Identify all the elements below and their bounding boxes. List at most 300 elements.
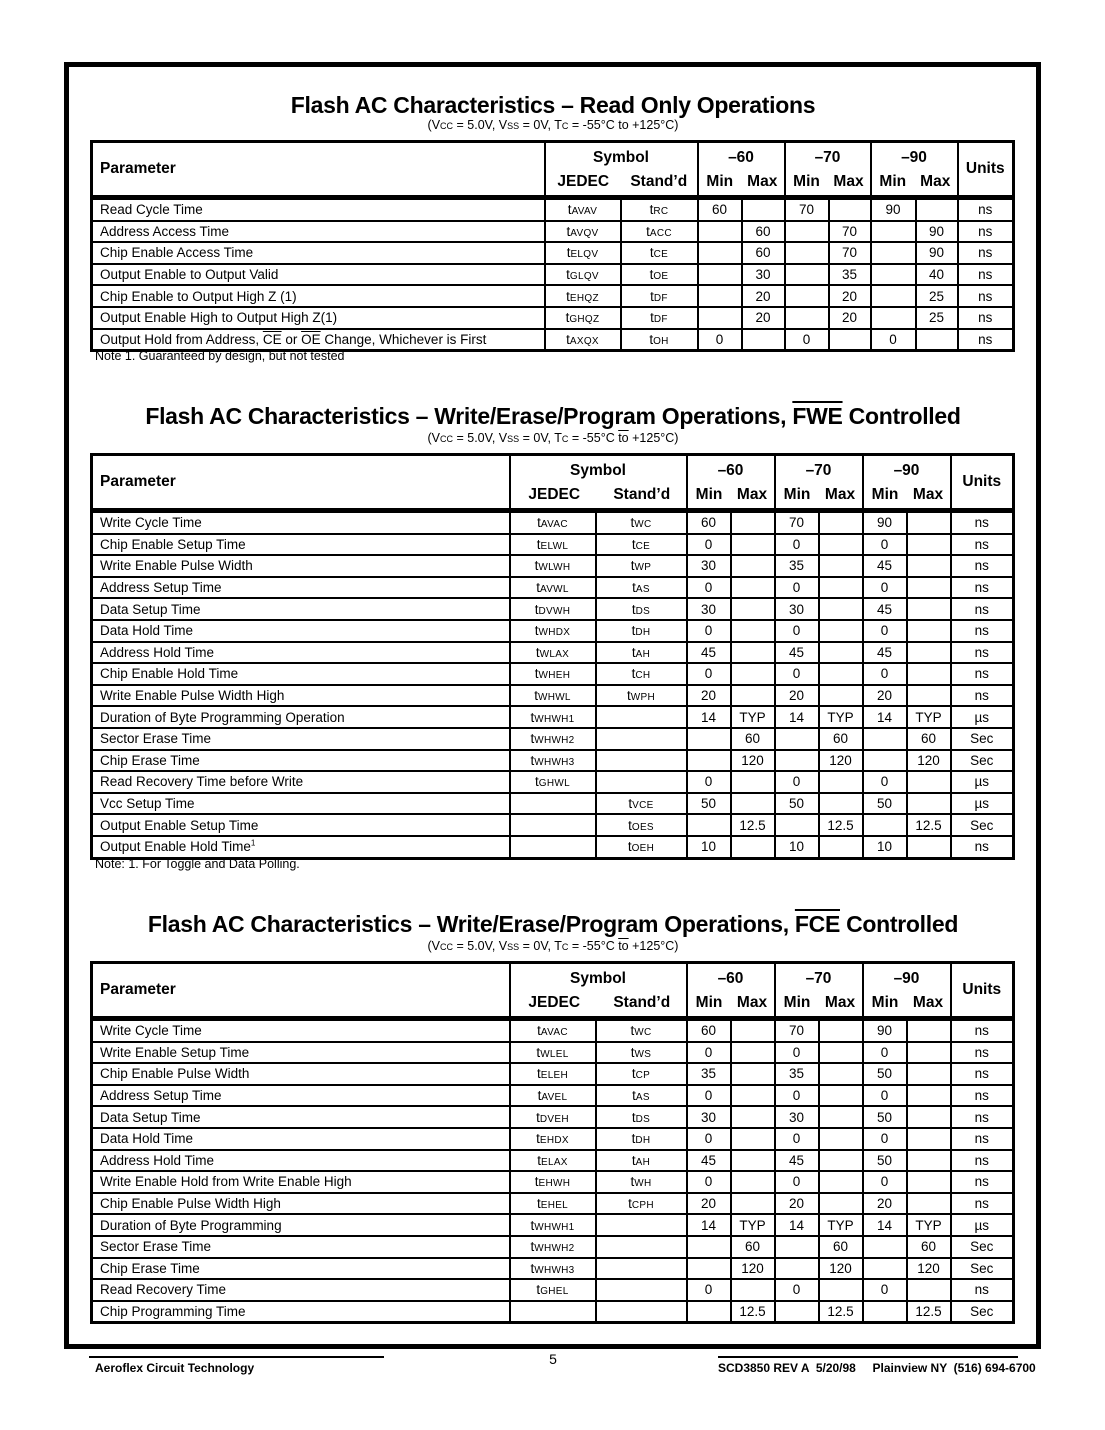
table-row [92,1193,1014,1215]
value-cell [819,685,863,707]
value-cell: 30 [687,598,731,620]
table-row [92,285,1014,307]
value-cell: 30 [775,598,819,620]
col-header-min: Min [793,172,820,190]
col-header-parameter: Parameter [92,455,510,511]
header-row [92,142,1014,198]
col-header-standd: Stand’d [630,172,688,190]
col-header-jedec: JEDEC [557,172,610,190]
value-cell [819,1106,863,1128]
value-cell: 60 [907,1236,951,1258]
value-cell: 0 [775,1128,819,1150]
value-cell [863,1258,907,1280]
value-cell: TYP [819,1214,863,1236]
col-header-symbol: Symbol JEDEC Stand’d [545,142,698,198]
jedec-symbol-cell: tDVEH [510,1106,596,1128]
table-row [92,836,1014,858]
value-cell: 30 [687,555,731,577]
units-cell: µs [951,771,1014,793]
value-cell [907,1042,951,1064]
value-cell [916,329,958,351]
standd-symbol-cell: tCE [596,534,687,556]
value-cell: 0 [687,1042,731,1064]
jedec-symbol-cell: tDVWH [510,598,596,620]
standd-symbol-cell: tCH [596,663,687,685]
col-header-symbol: Symbol JEDEC Stand’d [510,455,687,511]
units-cell: ns [951,620,1014,642]
jedec-symbol-cell: tAVAC [510,1019,596,1042]
table-row [92,1019,1014,1042]
value-cell: 14 [863,1214,907,1236]
value-cell [819,620,863,642]
value-cell [871,285,916,307]
units-cell: ns [958,242,1014,264]
units-cell: ns [951,534,1014,556]
value-cell [731,1171,775,1193]
value-cell: 45 [687,642,731,664]
value-cell [819,511,863,534]
parameter-cell: Output Enable to Output Valid [92,264,545,286]
value-cell: 0 [863,1171,907,1193]
jedec-symbol-cell: tAVWL [510,577,596,599]
standd-symbol-cell: tOE [621,264,698,286]
parameter-cell: Write Enable Pulse Width High [92,685,510,707]
standd-symbol-cell: tAS [596,1085,687,1107]
value-cell: 0 [687,663,731,685]
value-cell [819,1128,863,1150]
value-cell: 0 [687,620,731,642]
value-cell [907,836,951,858]
col-header-max: Max [912,485,944,503]
value-cell [907,534,951,556]
jedec-symbol-cell: tWHWH3 [510,750,596,772]
units-cell: ns [951,836,1014,858]
standd-symbol-cell: tOH [621,329,698,351]
value-cell: 0 [687,771,731,793]
value-cell [907,685,951,707]
value-cell [698,264,742,286]
col-header-min: Min [783,993,811,1011]
value-cell: 0 [871,329,916,351]
value-cell: 70 [775,1019,819,1042]
jedec-symbol-cell: tGHQZ [545,307,621,329]
table-row [92,1085,1014,1107]
jedec-symbol-cell: tEHQZ [545,285,621,307]
value-cell: 0 [863,771,907,793]
value-cell [871,221,916,243]
table-row [92,264,1014,286]
jedec-symbol-cell: tGLQV [545,264,621,286]
jedec-symbol-cell: tEHWH [510,1171,596,1193]
col-header-max: Max [833,172,864,190]
value-cell: 0 [863,1279,907,1301]
jedec-symbol-cell [510,1301,596,1323]
parameter-cell: Duration of Byte Programming [92,1214,510,1236]
value-cell [819,836,863,858]
table-row [92,814,1014,836]
table-row [92,577,1014,599]
value-cell: 35 [687,1063,731,1085]
table-row [92,685,1014,707]
parameter-cell: Output Enable High to Output High Z(1) [92,307,545,329]
standd-symbol-cell: tAH [596,1150,687,1172]
parameter-cell: Data Hold Time [92,1128,510,1150]
standd-symbol-cell: tCP [596,1063,687,1085]
standd-symbol-cell [596,771,687,793]
units-cell: ns [951,1171,1014,1193]
standd-symbol-cell: tOES [596,814,687,836]
col-header-max: Max [920,172,951,190]
standd-symbol-cell [596,706,687,728]
value-cell [907,1193,951,1215]
value-cell [731,598,775,620]
value-cell: 50 [687,793,731,815]
jedec-symbol-cell: tAVAV [545,198,621,221]
value-cell [775,1236,819,1258]
standd-symbol-cell [596,728,687,750]
col-header-speed-grade: –60 Min Max [698,142,785,198]
value-cell [731,1128,775,1150]
value-cell: 0 [775,771,819,793]
value-cell [819,1150,863,1172]
value-cell [731,1193,775,1215]
value-cell: 0 [785,329,829,351]
value-cell: 60 [731,728,775,750]
value-cell: 60 [907,728,951,750]
value-cell: 0 [863,663,907,685]
value-cell: 0 [863,534,907,556]
note-read-only: Note 1. Guaranteed by design, but not tested [95,349,345,363]
value-cell [819,793,863,815]
value-cell [785,307,829,329]
header-row [92,455,1014,511]
value-cell [819,1042,863,1064]
value-cell: 0 [775,1042,819,1064]
parameter-cell: Chip Enable Pulse Width High [92,1193,510,1215]
table-row [92,221,1014,243]
value-cell: 0 [775,1171,819,1193]
parameter-cell: Read Recovery Time before Write [92,771,510,793]
col-header-min: Min [871,993,899,1011]
value-cell: 10 [775,836,819,858]
jedec-symbol-cell: tGHWL [510,771,596,793]
standd-symbol-cell: tWC [596,511,687,534]
units-cell: ns [958,329,1014,351]
value-cell: TYP [907,1214,951,1236]
value-cell [731,685,775,707]
value-cell: 30 [742,264,785,286]
col-header-max: Max [736,485,768,503]
parameter-cell: Chip Erase Time [92,1258,510,1280]
value-cell [907,1019,951,1042]
units-cell: ns [951,1128,1014,1150]
value-cell [907,663,951,685]
value-cell: 0 [863,620,907,642]
value-cell [863,728,907,750]
ac-table-read-only [90,140,1015,352]
jedec-symbol-cell: tELWL [510,534,596,556]
value-cell: 25 [916,307,958,329]
value-cell [819,598,863,620]
value-cell [731,511,775,534]
value-cell [687,1301,731,1323]
value-cell [863,1236,907,1258]
value-cell: 90 [863,511,907,534]
value-cell [907,1106,951,1128]
value-cell [785,264,829,286]
parameter-cell: Data Setup Time [92,1106,510,1128]
table-row [92,329,1014,351]
standd-symbol-cell: tOEH [596,836,687,858]
jedec-symbol-cell: tWHEH [510,663,596,685]
value-cell: 0 [687,534,731,556]
jedec-symbol-cell: tWHWH2 [510,728,596,750]
note-fwe: Note: 1. For Toggle and Data Polling. [95,857,300,871]
value-cell: 14 [775,706,819,728]
value-cell: 0 [775,534,819,556]
jedec-symbol-cell: tAXQX [545,329,621,351]
value-cell [731,620,775,642]
value-cell [863,750,907,772]
value-cell: 20 [687,685,731,707]
parameter-cell: Chip Erase Time [92,750,510,772]
table-row [92,1214,1014,1236]
value-cell: 20 [863,685,907,707]
value-cell: 40 [916,264,958,286]
parameter-cell: Chip Enable Setup Time [92,534,510,556]
col-header-min: Min [871,485,899,503]
value-cell: 60 [731,1236,775,1258]
jedec-symbol-cell [510,836,596,858]
parameter-cell: Chip Programming Time [92,1301,510,1323]
col-header-max: Max [912,993,944,1011]
parameter-cell: Address Hold Time [92,1150,510,1172]
value-cell [687,750,731,772]
standd-symbol-cell: tWP [596,555,687,577]
table-row [92,1236,1014,1258]
value-cell [698,285,742,307]
parameter-cell: Address Hold Time [92,642,510,664]
value-cell [742,329,785,351]
units-cell: ns [951,642,1014,664]
value-cell [829,198,871,221]
value-cell [698,221,742,243]
units-cell: ns [951,685,1014,707]
col-header-min: Min [695,485,723,503]
table-row [92,706,1014,728]
value-cell: TYP [907,706,951,728]
col-header-units: Units [951,963,1014,1019]
standd-symbol-cell [596,750,687,772]
parameter-cell: Address Setup Time [92,577,510,599]
table-row [92,793,1014,815]
value-cell [731,642,775,664]
value-cell [819,1279,863,1301]
value-cell [731,1150,775,1172]
units-cell: Sec [951,1236,1014,1258]
table-row [92,242,1014,264]
value-cell [907,771,951,793]
standd-symbol-cell: tDH [596,1128,687,1150]
units-cell: µs [951,706,1014,728]
value-cell [731,555,775,577]
parameter-cell: Vcc Setup Time [92,793,510,815]
section-title-read-only: Flash AC Characteristics – Read Only Operations [290,92,816,118]
col-header-speed-grade: –60 Min Max [687,963,775,1019]
standd-symbol-cell [596,1214,687,1236]
units-cell: ns [951,555,1014,577]
value-cell: 0 [687,577,731,599]
table-row [92,1106,1014,1128]
jedec-symbol-cell: tWLWH [510,555,596,577]
units-cell: ns [958,285,1014,307]
parameter-cell: Write Cycle Time [92,511,510,534]
standd-symbol-cell: tDF [621,285,698,307]
table-row [92,620,1014,642]
units-cell: Sec [951,750,1014,772]
value-cell [698,307,742,329]
standd-symbol-cell: tDF [621,307,698,329]
value-cell [687,814,731,836]
value-cell [731,1106,775,1128]
table-row [92,1150,1014,1172]
value-cell: 45 [687,1150,731,1172]
value-cell [907,1279,951,1301]
standd-symbol-cell: tCPH [596,1193,687,1215]
standd-symbol-cell: tAS [596,577,687,599]
value-cell [775,814,819,836]
units-cell: µs [951,1214,1014,1236]
value-cell: 45 [863,598,907,620]
value-cell [907,577,951,599]
value-cell [785,221,829,243]
value-cell [731,1019,775,1042]
table-row [92,555,1014,577]
jedec-symbol-cell [510,793,596,815]
value-cell [775,1258,819,1280]
value-cell [907,642,951,664]
value-cell: 35 [829,264,871,286]
units-cell: ns [951,1150,1014,1172]
value-cell: 0 [775,663,819,685]
value-cell: 60 [819,1236,863,1258]
table-row [92,771,1014,793]
section-subtitle-read-only: (VCC = 5.0V, VSS = 0V, TC = -55°C to +125°C) [427,118,679,132]
parameter-cell: Output Enable Hold Time$^1$ [92,836,510,858]
value-cell: 10 [863,836,907,858]
parameter-cell: Chip Enable Pulse Width [92,1063,510,1085]
units-cell: ns [951,1193,1014,1215]
value-cell: TYP [819,706,863,728]
standd-symbol-cell [596,1258,687,1280]
value-cell [775,728,819,750]
value-cell [687,728,731,750]
value-cell: 35 [775,1063,819,1085]
value-cell: 50 [775,793,819,815]
parameter-cell: Chip Enable Hold Time [92,663,510,685]
value-cell [819,642,863,664]
table-row [92,1171,1014,1193]
value-cell: 12.5 [819,1301,863,1323]
value-cell [819,1193,863,1215]
table-row [92,663,1014,685]
value-cell: 0 [687,1128,731,1150]
table-row [92,750,1014,772]
value-cell [871,307,916,329]
col-header-min: Min [706,172,734,190]
jedec-symbol-cell: tWLEL [510,1042,596,1064]
units-cell: ns [951,1085,1014,1107]
units-cell: ns [951,1042,1014,1064]
parameter-cell: Sector Erase Time [92,728,510,750]
value-cell: 20 [829,285,871,307]
value-cell: 0 [687,1085,731,1107]
value-cell [785,242,829,264]
parameter-cell: Chip Enable to Output High Z (1) [92,285,545,307]
table-row [92,642,1014,664]
value-cell: 45 [863,642,907,664]
standd-symbol-cell: tACC [621,221,698,243]
col-header-units: Units [958,142,1014,198]
value-cell: 120 [819,750,863,772]
value-cell [819,1019,863,1042]
col-header-max: Max [824,993,856,1011]
value-cell [731,836,775,858]
value-cell: 45 [863,555,907,577]
value-cell [731,771,775,793]
units-cell: ns [951,511,1014,534]
jedec-symbol-cell: tWHWL [510,685,596,707]
jedec-symbol-cell: tWHWH1 [510,1214,596,1236]
value-cell [819,555,863,577]
jedec-symbol-cell: tAVEL [510,1085,596,1107]
value-cell: 14 [775,1214,819,1236]
parameter-cell: Output Enable Setup Time [92,814,510,836]
parameter-cell: Write Cycle Time [92,1019,510,1042]
table-row [92,728,1014,750]
units-cell: ns [951,577,1014,599]
col-header-min: Min [695,993,723,1011]
value-cell [819,577,863,599]
table-row [92,534,1014,556]
standd-symbol-cell: tRC [621,198,698,221]
table-row [92,598,1014,620]
header-row [92,963,1014,1019]
value-cell: 90 [871,198,916,221]
value-cell: 70 [785,198,829,221]
value-cell [698,242,742,264]
parameter-cell: Data Hold Time [92,620,510,642]
value-cell: 10 [687,836,731,858]
value-cell [907,1171,951,1193]
standd-symbol-cell [596,1236,687,1258]
units-cell: ns [951,598,1014,620]
value-cell: 120 [907,750,951,772]
value-cell: 20 [829,307,871,329]
footer-doc-ref: SCD3850 REV A 5/20/98 Plainview NY (516) 694-6700 [718,1361,1036,1375]
value-cell [907,1063,951,1085]
value-cell: 60 [687,511,731,534]
col-header-speed-grade: –70 Min Max [775,963,863,1019]
value-cell: 60 [687,1019,731,1042]
value-cell: 12.5 [731,814,775,836]
col-header-units: Units [951,455,1014,511]
value-cell [775,1301,819,1323]
footer-rule-right [718,1356,1018,1358]
value-cell: 14 [687,706,731,728]
value-cell [819,771,863,793]
jedec-symbol-cell: tWHWH3 [510,1258,596,1280]
